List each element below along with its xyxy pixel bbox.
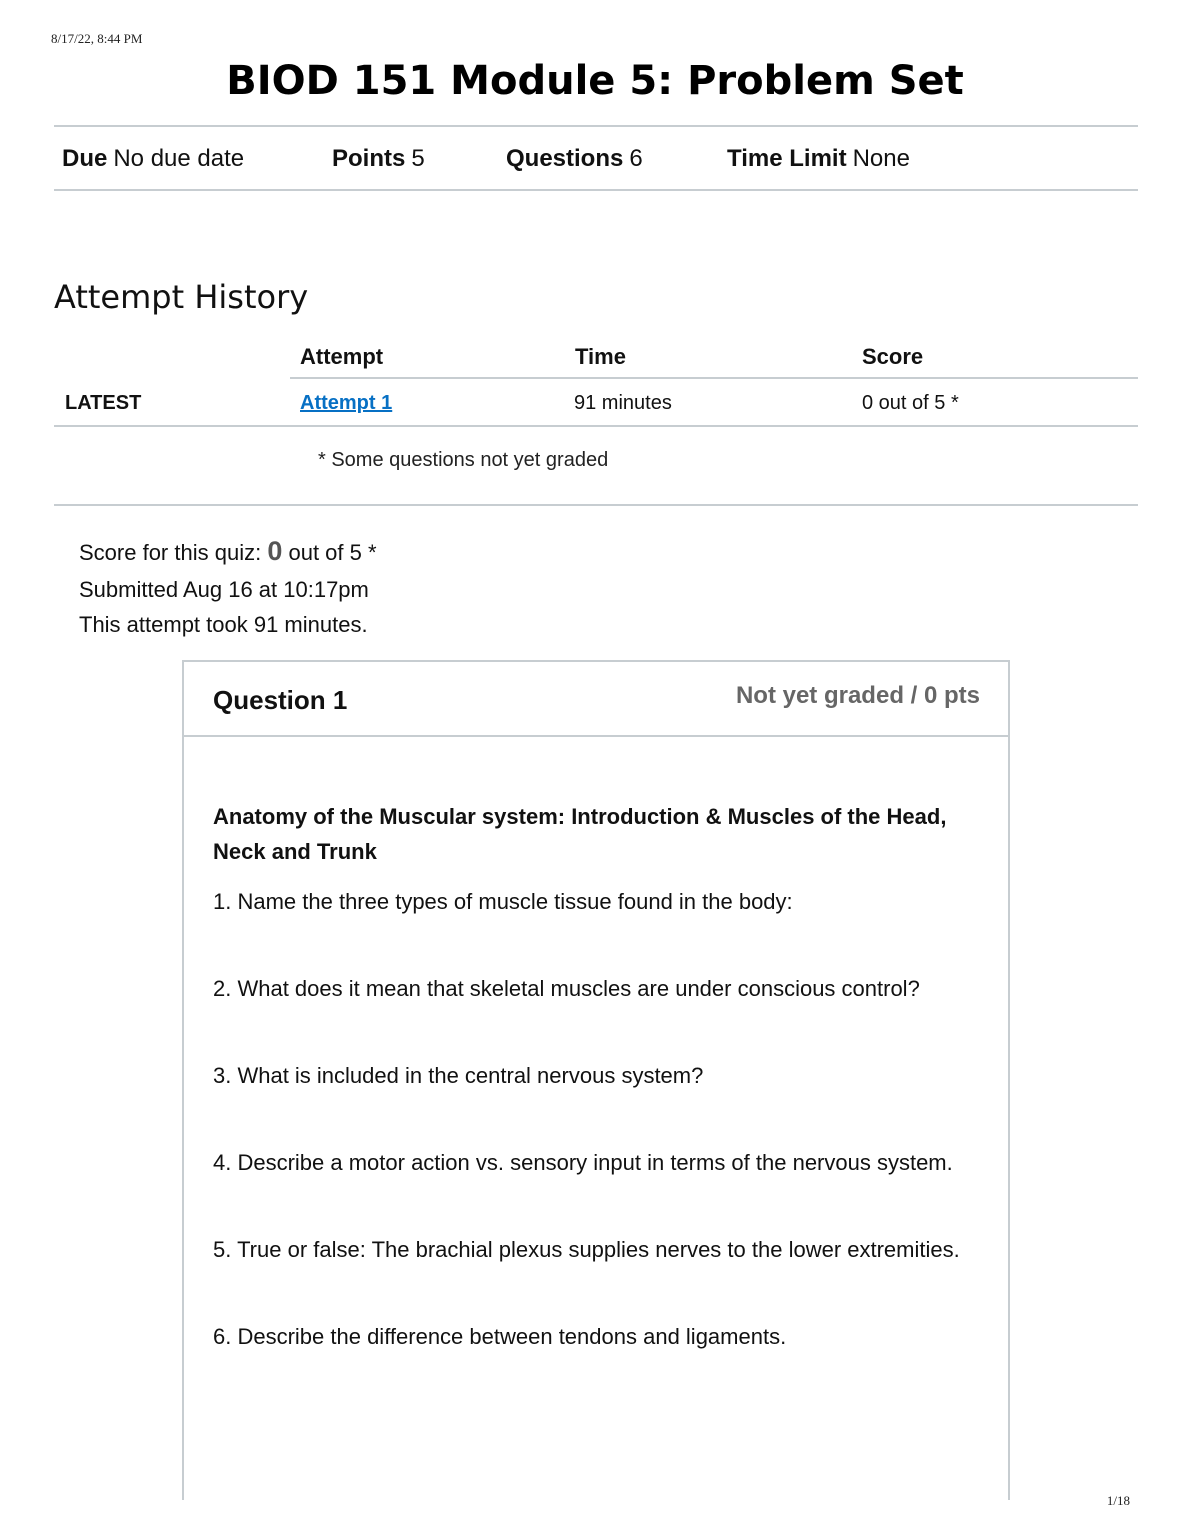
question-item: 4. Describe a motor action vs. sensory input in terms of the nervous system. (213, 1150, 953, 1175)
meta-due (62, 145, 244, 173)
attempt-history-heading: Attempt History (54, 278, 309, 316)
latest-tag: LATEST (65, 392, 142, 414)
attempt-duration-line: This attempt took 91 minutes. (79, 612, 368, 637)
question-header (184, 662, 1008, 737)
question-item: 1. Name the three types of muscle tissue found in the body: (213, 889, 793, 914)
question-card (182, 660, 1010, 1500)
meta-questions-value: 6 (629, 145, 643, 172)
page-title: BIOD 151 Module 5: Problem Set (226, 58, 964, 104)
question-intro: Anatomy of the Muscular system: Introduction & Muscles of the Head, Neck and Trunk (213, 804, 947, 864)
meta-points-label: Points (332, 145, 406, 172)
score-prefix: Score for this quiz: (79, 540, 262, 565)
print-datetime: 8/17/22, 8:44 PM (51, 31, 143, 46)
question-item: 5. True or false: The brachial plexus supplies nerves to the lower extremities. (213, 1237, 960, 1262)
submitted-line: Submitted Aug 16 at 10:17pm (79, 577, 369, 602)
quiz-meta-bar (54, 125, 1138, 191)
column-header-attempt: Attempt (300, 344, 384, 369)
meta-due-value: No due date (113, 145, 245, 172)
attempt-score: 0 out of 5 * (862, 392, 959, 414)
meta-questions-label: Questions (506, 145, 624, 172)
attempt-time: 91 minutes (574, 392, 672, 414)
score-suffix: out of 5 * (288, 540, 377, 565)
table-header-divider (290, 377, 1138, 379)
question-item: 6. Describe the difference between tendons and ligaments. (213, 1324, 787, 1349)
meta-due-label: Due (62, 145, 108, 172)
quiz-score-line (79, 536, 377, 567)
section-divider (54, 504, 1138, 506)
print-page-number: 1/18 (1106, 1493, 1130, 1508)
column-header-time: Time (575, 344, 626, 369)
meta-time-limit (727, 145, 910, 173)
meta-time-limit-label: Time Limit (727, 145, 847, 172)
meta-questions (506, 145, 643, 173)
question-item: 3. What is included in the central nervous system? (213, 1063, 704, 1088)
score-value: 0 (267, 536, 283, 566)
question-status: Not yet graded / 0 pts (735, 682, 980, 709)
meta-points-value: 5 (411, 145, 425, 172)
meta-points (332, 145, 425, 173)
question-item: 2. What does it mean that skeletal muscles are under conscious control? (213, 976, 920, 1001)
question-title: Question 1 (213, 685, 348, 715)
table-row-divider (54, 425, 1138, 427)
grading-footnote: * Some questions not yet graded (318, 449, 609, 471)
meta-time-limit-value: None (852, 145, 910, 172)
question-body (213, 799, 983, 1406)
column-header-score: Score (862, 344, 924, 369)
attempt-1-link[interactable]: Attempt 1 (300, 392, 393, 414)
